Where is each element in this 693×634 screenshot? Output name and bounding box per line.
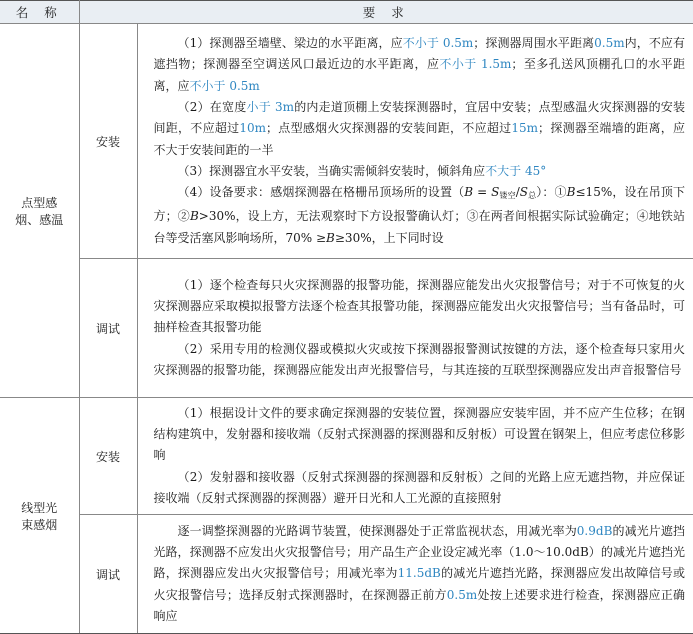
text-run: 的内走道顶棚上安装探测器时，宜居中安装；点型感温火灾探测器的安装间距，不应超过	[153, 99, 686, 136]
requirement-text-cell	[137, 515, 693, 634]
section-name-line: 烟、感温	[15, 212, 64, 227]
text-run: （2）发射器和接收器（反射式探测器的探测器和反射板）之间的光路上应无遮挡物，并应保证接收端（反射式探测器的探测器）避开日光和人工光源的直接照射	[153, 469, 686, 505]
table-row	[0, 259, 693, 398]
requirement-text-cell	[137, 24, 693, 259]
table-row	[0, 24, 693, 259]
text-run: =	[473, 185, 492, 200]
text-run: B	[464, 185, 474, 200]
highlighted-value: 10m	[239, 121, 267, 136]
text-run: B	[326, 230, 335, 245]
row-label-cell: 调试	[79, 515, 137, 634]
text-run: ）：①	[536, 185, 567, 200]
requirement-paragraph	[154, 275, 686, 339]
text-run: （1）根据设计文件的要求确定探测器的安装位置，探测器应安装牢固，并不应产生位移；在钢结构建筑中，发射器和接收端（反射式探测器的探测器和反射板）可设置在钢架上，但应考虑位移影响	[153, 405, 686, 463]
requirement-paragraphs	[154, 403, 686, 509]
requirement-paragraphs	[154, 521, 686, 627]
table-row	[0, 398, 693, 515]
text-run: ；至多孔送风顶棚孔口的水平距离，应	[153, 57, 685, 93]
requirement-paragraph	[154, 521, 686, 627]
section-name-cell	[0, 24, 79, 398]
text-run: S	[491, 185, 500, 200]
row-label-cell: 调试	[79, 259, 137, 398]
text-run: B	[566, 185, 576, 200]
text-run: （3）探测器宜水平安装，当确实需倾斜安装时，倾斜角应	[177, 163, 486, 178]
requirement-paragraph	[154, 161, 686, 182]
row-label-cell: 安装	[79, 24, 137, 259]
text-run: 逐一调整探测器的光路调节装置，使探测器处于正常监视状态，用减光率为	[177, 523, 577, 538]
text-run: 的减光片遮挡光路，探测器不应发出火灾报警信号；用产品生产企业设定减光率（1.0～10.0dB）的减光片遮挡光路，探测器应发出火灾报警信号；用减光率为	[153, 523, 686, 581]
text-run: （4）设备要求：感烟探测器在格栅吊顶场所的设置（	[177, 185, 465, 200]
requirement-text-cell	[137, 398, 693, 515]
text-run: ≥30%，上下同时设	[334, 230, 444, 245]
requirement-text-cell	[137, 259, 693, 398]
highlighted-value: 小于 3m	[246, 99, 294, 114]
text-run: （1）探测器至墙壁、梁边的水平距离，应	[177, 36, 403, 51]
requirement-paragraph	[154, 467, 686, 510]
text-run: ；探测器周围水平距离	[473, 36, 595, 51]
text-run: （1）逐个检查每只火灾探测器的报警功能，探测器应能发出火灾报警信号；对于不可恢复的火灾探测器应采取模拟报警方法逐个检查其报警功能，探测器应能发出火灾报警信号；当有备品时，可抽样检查其报警功能	[153, 277, 686, 335]
text-run: （2）在宽度	[177, 99, 247, 114]
text-run: ；探测器至端墙的距离，应不大于安装间距的一半	[153, 121, 685, 157]
requirement-paragraph	[154, 182, 686, 249]
text-run: 内，不应有遮挡物；探测器至空调送风口最近边的水平距离，应	[153, 36, 686, 72]
table-header-row	[0, 1, 693, 24]
text-run: 的减光片遮挡光路，探测器应发出故障信号或火灾报警信号；选择反射式探测器时，在探测器正前方	[153, 566, 685, 602]
table-row	[0, 515, 693, 634]
header-name-cell: 名 称	[0, 1, 79, 24]
section-name-line: 束感烟	[21, 517, 58, 532]
highlighted-value: 不大于 45°	[485, 163, 547, 178]
text-run: ≤15%，设在吊顶下方；②	[153, 185, 686, 224]
section-name-line: 线型光	[21, 500, 58, 515]
highlighted-value: 15m	[511, 121, 539, 136]
requirement-paragraph	[154, 403, 686, 467]
highlighted-value: 不小于 1.5m	[439, 57, 512, 72]
highlighted-value: 0.5m	[594, 36, 625, 51]
requirement-paragraphs	[154, 275, 686, 381]
text-run: （2）采用专用的检测仪器或模拟火灾或按下探测器报警测试按键的方法，逐个检查每只家用火灾探测器的报警功能，探测器应能发出声光报警信号，与其连接的互联型探测器应发出声音报警信号	[153, 341, 686, 377]
text-run: 处按上述要求进行检查，探测器应正确响应	[153, 587, 685, 623]
requirement-paragraphs	[154, 33, 686, 249]
text-run: /	[515, 185, 520, 200]
highlighted-value: 0.9dB	[576, 523, 613, 538]
highlighted-value: 不小于 0.5m	[402, 36, 474, 51]
text-run: S	[519, 185, 528, 200]
text-run: B	[189, 209, 199, 224]
subscript-text: 镂空	[499, 191, 516, 201]
highlighted-value: 11.5dB	[397, 566, 441, 581]
requirement-paragraph	[154, 339, 686, 382]
section-name-cell	[0, 398, 79, 634]
header-requirements-cell: 要 求	[79, 1, 693, 24]
text-run: ；点型感烟火灾探测器的安装间距，不应超过	[266, 121, 512, 136]
subscript-text: 总	[528, 191, 537, 201]
highlighted-value: 0.5m	[446, 587, 478, 602]
section-name-line: 点型感	[21, 195, 58, 210]
text-run: >30%，设上方，无法观察时下方设报警确认灯；③在两者间根据实际试验确定；④地铁站台等受活塞风影响场所，70% ≥	[153, 209, 686, 245]
requirement-paragraph	[154, 97, 686, 161]
requirement-paragraph	[154, 33, 686, 97]
row-label-cell: 安装	[79, 398, 137, 515]
highlighted-value: 不小于 0.5m	[189, 78, 260, 93]
